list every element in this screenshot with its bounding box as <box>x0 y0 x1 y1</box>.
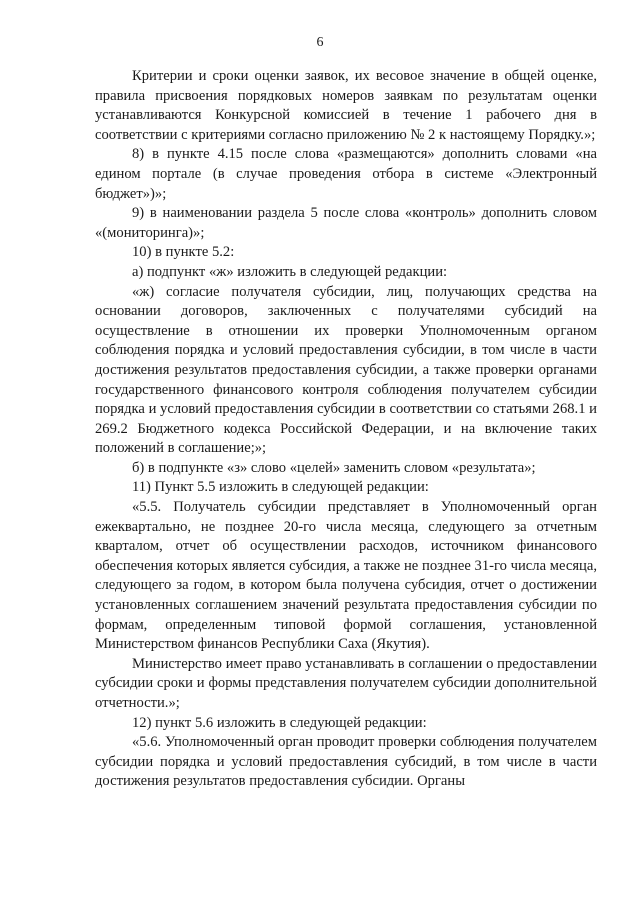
paragraph-item-10a: а) подпункт «ж» изложить в следующей редакции: <box>132 263 448 280</box>
page-number: 6 <box>316 35 324 50</box>
paragraph-subitem-zh: «ж) согласие получателя субсидии, лиц, получающих средства на основании договоров, заключенных с получателями субсидий на осуществление в отношении их проверки Уполномоченным органом соблюдения порядка и условий предоставления субсидии, в том числе в части достижения результатов предоставления субсидии, а также проверки органами государственного финансового контроля соблюдения получателем субсидии порядка и условий предоставления субсидии в соответствии со статьями 268.1 и 269.2 Бюджетного кодекса Российской Федерации, и на включение таких положений в соглашение;»; <box>95 283 597 457</box>
paragraph-point-5-6: «5.6. Уполномоченный орган проводит проверки соблюдения получателем субсидии порядка и условий предоставления субсидий, в том числе в части достижения результатов предоставления субсидии. Органы <box>95 734 597 790</box>
paragraph-item-10: 10) в пункте 5.2: <box>132 244 235 261</box>
paragraph-item-9: 9) в наименовании раздела 5 после слова «контроль» дополнить словом «(мониторинга)»; <box>95 205 597 241</box>
paragraph-point-5-5: «5.5. Получатель субсидии представляет в Уполномоченный орган ежеквартально, не позднее 20-го числа месяца, следующего за отчетным кварталом, отчет об осуществлении расходов, источником финансового обеспечения которых является субсидия, а также не позднее 31-го числа месяца, следующего за годом, в котором была получена субсидия, отчет о достижении установленных соглашением значений результата предоставления субсидии по формам, определенным типовой формой соглашения, установленной Министерством финансов Республики Саха (Якутия). <box>95 499 597 653</box>
paragraph-ministry-right: Министерство имеет право устанавливать в соглашении о предоставлении субсидии сроки и формы представления получателем субсидии дополнительной отчетности.»; <box>95 655 597 711</box>
paragraph-item-8: 8) в пункте 4.15 после слова «размещаются» дополнить словами «на едином портале (в случае проведения отбора в системе «Электронный бюджет»)»; <box>95 146 597 202</box>
paragraph-item-10b: б) в подпункте «з» слово «целей» заменить словом «результата»; <box>132 459 536 476</box>
paragraph-item-11: 11) Пункт 5.5 изложить в следующей редакции: <box>132 479 429 496</box>
paragraph-criteria-continuation: Критерии и сроки оценки заявок, их весовое значение в общей оценке, правила присвоения порядковых номеров заявкам по результатам оценки устанавливаются Конкурсной комиссией в течение 1 рабочего дня в соответствии с критериями согласно приложению № 2 к настоящему Порядку.»; <box>95 68 597 143</box>
document-body <box>95 67 597 792</box>
paragraph-item-12: 12) пункт 5.6 изложить в следующей редакции: <box>132 714 427 731</box>
